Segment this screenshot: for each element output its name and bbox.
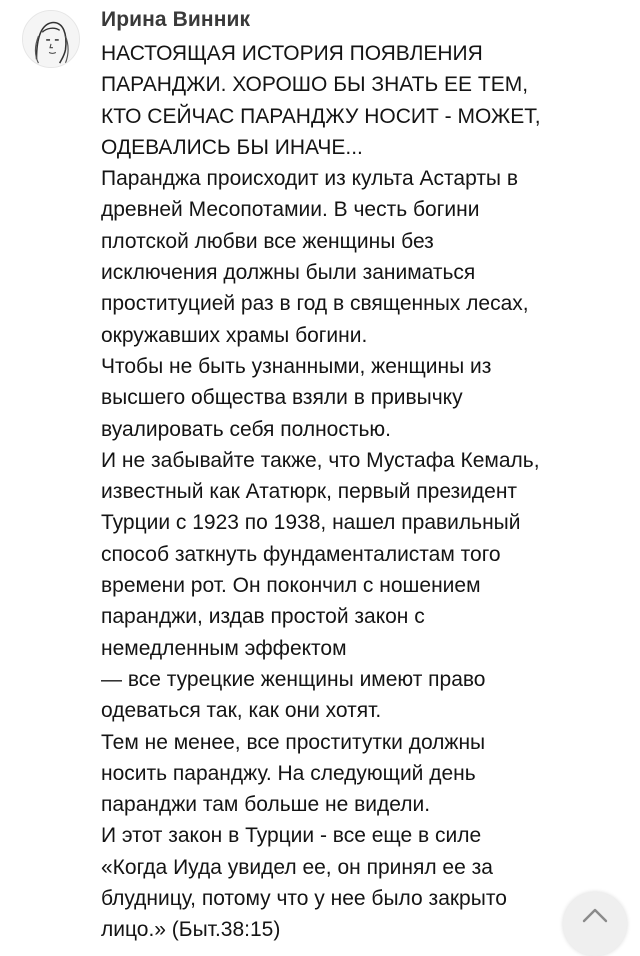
chevron-up-icon: [581, 906, 609, 924]
avatar[interactable]: [22, 10, 80, 68]
post-text-line: блудницу, потому что у нее было закрыто: [101, 887, 507, 911]
post-text-line: способ заткнуть фундаменталистам того: [101, 542, 501, 566]
post-text-line: паранджи, издав простой закон с: [101, 605, 425, 629]
post-text-line: одеваться так, как они хотят.: [101, 699, 382, 723]
post-text-line: окружавших храмы богини.: [101, 323, 368, 347]
scroll-up-button[interactable]: [563, 892, 627, 956]
post-text-line: вуалировать себя полностью.: [101, 417, 391, 441]
post-text-line: проституцией раз в год в священных лесах,: [101, 292, 529, 316]
post-text-line: ОДЕВАЛИСЬ БЫ ИНАЧЕ...: [101, 135, 363, 159]
post-text-line: носить паранджу. На следующий день: [101, 761, 476, 785]
post-text-line: исключения должны были заниматься: [101, 261, 476, 285]
user-avatar-icon: [23, 11, 79, 67]
post-text-line: паранджи там больше не видели.: [101, 793, 431, 817]
post-text-line: Турции с 1923 по 1938, нашел правильный: [101, 511, 521, 535]
post-text-line: высшего общества взяли в привычку: [101, 386, 463, 410]
post-text: [101, 38, 621, 946]
post-text-line: плотской любви все женщины без: [101, 229, 434, 253]
post-text-line: времени рот. Он покончил с ношением: [101, 574, 481, 598]
post-text-line: «Когда Иуда увидел ее, он принял ее за: [101, 855, 493, 879]
post-text-line: И этот закон в Турции - все еще в силе: [101, 824, 482, 848]
post-text-line: Тем не менее, все проститутки должны: [101, 730, 486, 754]
post-text-line: НАСТОЯЩАЯ ИСТОРИЯ ПОЯВЛЕНИЯ: [101, 42, 483, 65]
post-text-line: древней Месопотамии. В честь богини: [101, 198, 480, 222]
post-text-line: немедленным эффектом: [101, 636, 347, 660]
post-text-line: известный как Ататюрк, первый президент: [101, 480, 518, 504]
post-text-line: ПАРАНДЖИ. ХОРОШО БЫ ЗНАТЬ ЕЕ ТЕМ,: [101, 73, 529, 97]
author-name[interactable]: Ирина Винник: [101, 8, 251, 31]
post-text-line: Паранджа происходит из культа Астарты в: [101, 167, 519, 191]
post-text-line: Чтобы не быть узнанными, женщины из: [101, 354, 492, 378]
post-text-line: — все турецкие женщины имеют право: [101, 667, 486, 691]
post-text-line: И не забывайте также, что Мустафа Кемаль,: [101, 448, 540, 472]
post-text-line: лицо.» (Быт.38:15): [101, 918, 281, 942]
post-text-line: КТО СЕЙЧАС ПАРАНДЖУ НОСИТ - МОЖЕТ,: [101, 104, 541, 128]
